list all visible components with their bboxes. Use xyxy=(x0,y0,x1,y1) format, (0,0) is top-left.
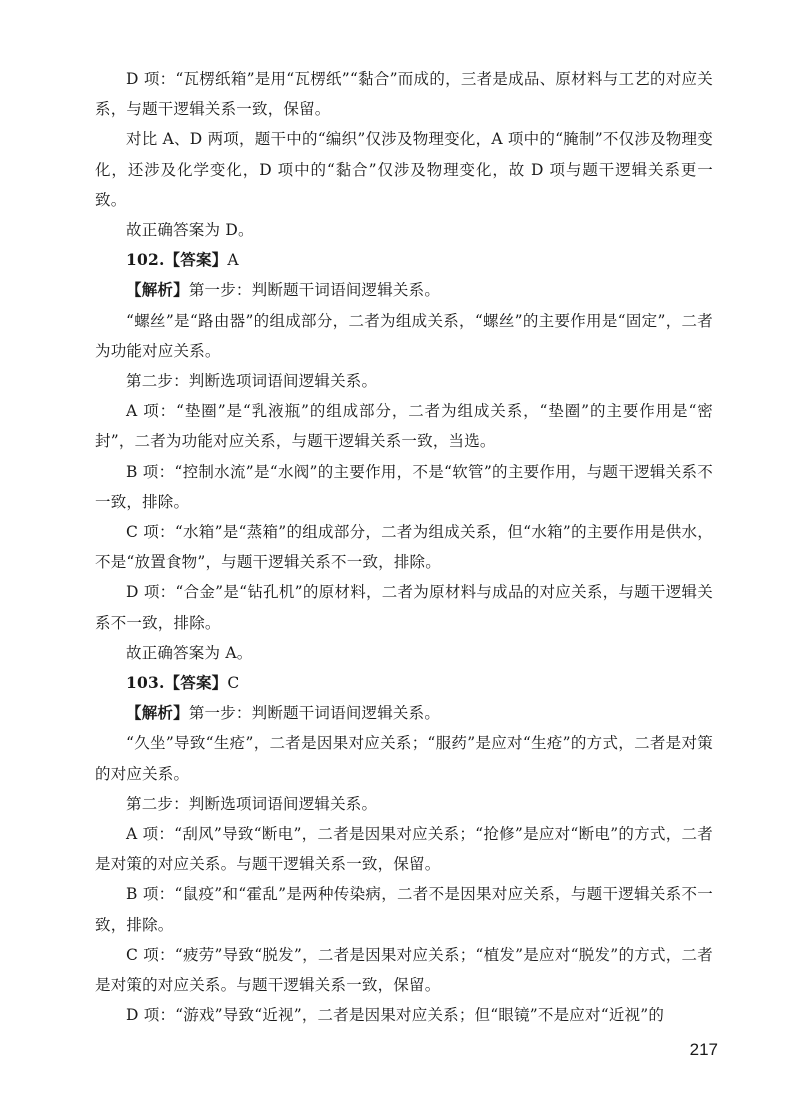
paragraph xyxy=(95,1000,713,1030)
paragraph-text: 故正确答案为 A。 xyxy=(126,643,253,662)
paragraph xyxy=(95,728,713,788)
paragraph xyxy=(95,366,713,396)
paragraph-text: D 项：“合金”是“钻孔机”的原材料，二者为原材料与成品的对应关系，与题干逻辑关系不一致，排除。 xyxy=(95,583,713,632)
paragraph xyxy=(95,215,713,245)
analysis-label: 【解析】 xyxy=(126,703,189,723)
answer-value: C xyxy=(227,674,240,693)
analysis-heading xyxy=(95,275,713,305)
paragraph-text: A 项：“刮风”导致“断电”，二者是因果对应关系；“抢修”是应对“断电”的方式，二者是对策的对应关系。与题干逻辑关系一致，保留。 xyxy=(95,825,713,874)
paragraph-text: A 项：“垫圈”是“乳液瓶”的组成部分，二者为组成关系，“垫圈”的主要作用是“密封”，二者为功能对应关系，与题干逻辑关系一致，当选。 xyxy=(95,402,713,451)
paragraph xyxy=(95,577,713,637)
paragraph-text: C 项：“疲劳”导致“脱发”，二者是因果对应关系；“植发”是应对“脱发”的方式，二者是对策的对应关系。与题干逻辑关系一致，保留。 xyxy=(95,945,713,995)
paragraph xyxy=(95,124,713,215)
paragraph xyxy=(95,940,713,1000)
paragraph-text: D 项：“游戏”导致“近视”，二者是因果对应关系；但“眼镜”不是应对“近视”的 xyxy=(126,1006,665,1025)
paragraph xyxy=(95,457,713,517)
paragraph xyxy=(95,638,713,668)
paragraph-text: 第一步：判断题干词语间逻辑关系。 xyxy=(188,704,441,723)
page-number: 217 xyxy=(689,1040,718,1059)
document-page xyxy=(95,64,713,1031)
answer-label: 103.【答案】 xyxy=(126,673,228,693)
paragraph xyxy=(95,819,713,879)
analysis-label: 【解析】 xyxy=(126,280,189,300)
paragraph-text: 第二步：判断选项词语间逻辑关系。 xyxy=(126,372,378,391)
answer-value: A xyxy=(227,251,239,270)
paragraph xyxy=(95,879,713,939)
paragraph-text: “螺丝”是“路由器”的组成部分，二者为组成关系，“螺丝”的主要作用是“固定”，二者为功能对应关系。 xyxy=(95,311,713,360)
paragraph xyxy=(95,306,713,366)
paragraph-text: B 项：“鼠疫”和“霍乱”是两种传染病，二者不是因果对应关系，与题干逻辑关系不一致，排除。 xyxy=(95,885,713,934)
paragraph xyxy=(95,64,713,124)
paragraph xyxy=(95,789,713,819)
paragraph-text: 第一步：判断题干词语间逻辑关系。 xyxy=(188,281,441,300)
paragraph xyxy=(95,517,713,577)
paragraph-text: D 项：“瓦楞纸箱”是用“瓦楞纸”“黏合”而成的，三者是成品、原材料与工艺的对应关系，与题干逻辑关系一致，保留。 xyxy=(95,70,713,119)
answer-heading xyxy=(95,245,713,275)
paragraph-text: “久坐”导致“生疮”，二者是因果对应关系；“服药”是应对“生疮”的方式，二者是对策的对应关系。 xyxy=(95,734,713,783)
paragraph-text: 对比 A、D 两项，题干中的“编织”仅涉及物理变化，A 项中的“腌制”不仅涉及物理变化，还涉及化学变化，D 项中的“黏合”仅涉及物理变化，故 D 项与题干逻辑关系更一致。 xyxy=(95,130,713,209)
paragraph-text: 第二步：判断选项词语间逻辑关系。 xyxy=(126,794,378,813)
analysis-heading xyxy=(95,698,713,728)
answer-heading xyxy=(95,668,713,698)
paragraph-text: 故正确答案为 D。 xyxy=(126,221,254,240)
answer-label: 102.【答案】 xyxy=(126,250,228,270)
paragraph xyxy=(95,396,713,456)
paragraph-text: C 项：“水箱”是“蒸箱”的组成部分，二者为组成关系，但“水箱”的主要作用是供水，不是“放置食物”，与题干逻辑关系不一致，排除。 xyxy=(95,523,713,572)
paragraph-text: B 项：“控制水流”是“水阀”的主要作用，不是“软管”的主要作用，与题干逻辑关系不一致，排除。 xyxy=(95,462,713,511)
